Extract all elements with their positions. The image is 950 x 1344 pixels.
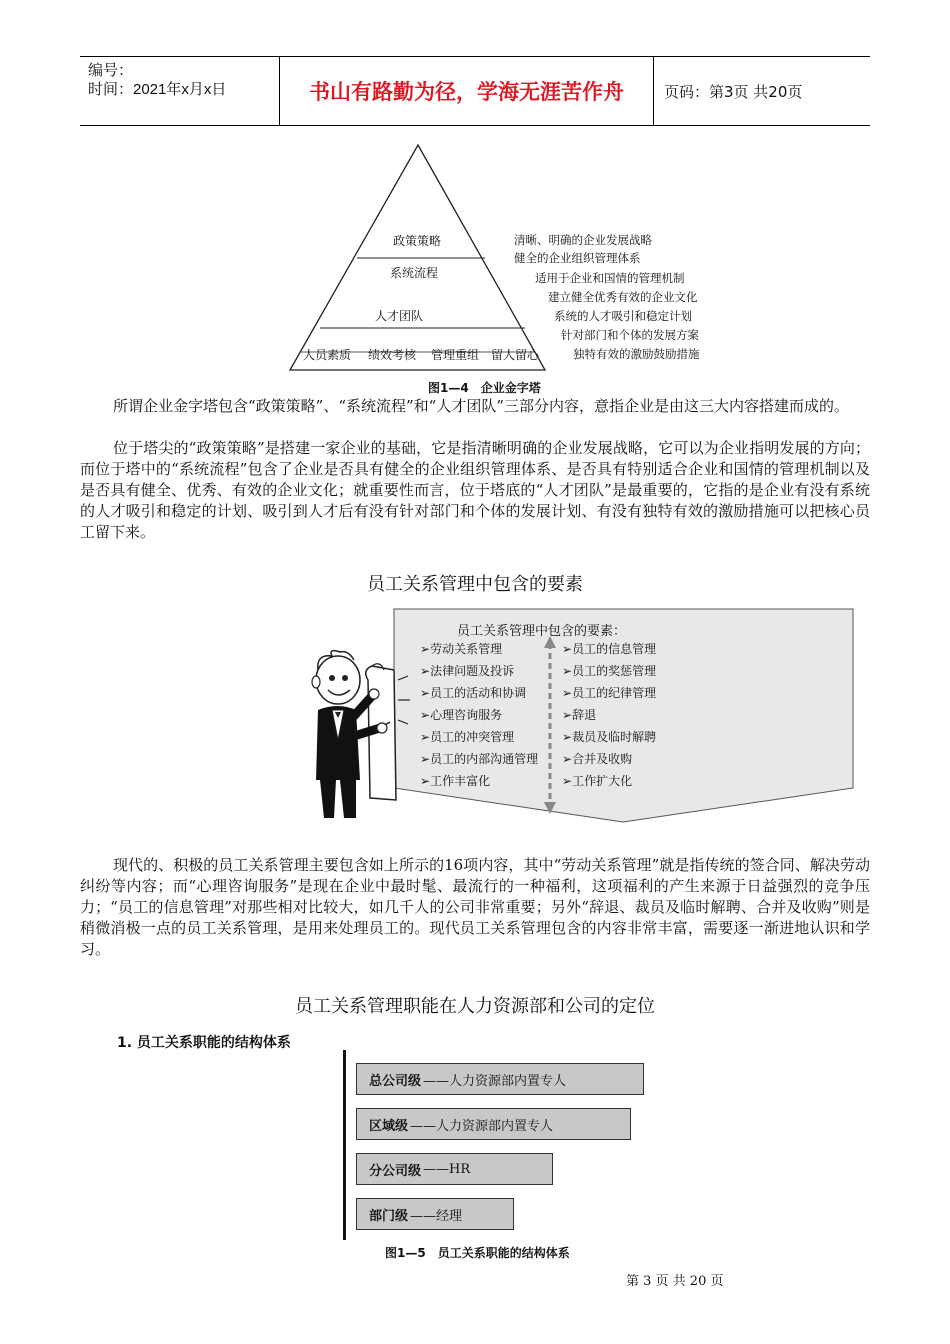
pyramid-desc-5: 系统的人才吸引和稳定计划	[554, 309, 692, 323]
pyramid-desc-7: 独特有效的激励鼓励措施	[573, 347, 700, 361]
document-header	[80, 56, 870, 126]
list-item: ➢裁员及临时解聘	[562, 730, 657, 744]
pyramid-base-3: 管理重组	[431, 348, 480, 362]
list-item: ➢工作扩大化	[562, 774, 633, 788]
structure-level-department: 部门级 ——经理	[356, 1198, 514, 1230]
list-item: ➢员工的冲突管理	[420, 730, 515, 744]
section-title-elements: 员工关系管理中包含的要素	[367, 574, 583, 595]
number-label: 编号：	[88, 62, 134, 79]
paragraph-3: 现代的、积极的员工关系管理主要包含如上所示的16项内容，其中“劳动关系管理”就是指传统的签合同、解决劳动纠纷等内容；而“心理咨询服务”是现在企业中最时髦、最流行的一种福利，这项福利的产生来源于日益强烈的竞争压力；“员工的信息管理”对那些相对比较大，如几千人的公司非常重要；另外“辞退、裁员及临时解聘、合并及收购”则是稍微消极一点的员工关系管理，是用来处理员工的。现代员工关系管理包含的内容非常丰富，需要逐一渐进地认识和学习。	[80, 856, 870, 958]
list-item: ➢法律问题及投诉	[420, 664, 515, 678]
pyramid-base-4: 留人留心	[491, 348, 540, 362]
list-item: ➢劳动关系管理	[420, 642, 503, 656]
structure-caption: 图1—5 员工关系职能的结构体系	[385, 1246, 570, 1260]
pyramid-level-1: 政策策略	[393, 234, 442, 248]
pyramid-caption: 图1—4 企业金字塔	[428, 381, 541, 395]
pyramid-desc-2: 健全的企业组织管理体系	[514, 251, 641, 265]
list-item: ➢员工的内部沟通管理	[420, 752, 539, 766]
list-item: ➢辞退	[562, 708, 597, 722]
pyramid-base-2: 绩效考核	[368, 348, 417, 362]
paragraph-2: 位于塔尖的“政策策略”是搭建一家企业的基础，它是指清晰明确的企业发展战略，它可以为企业指明发展的方向；而位于塔中的“系统流程”包含了企业是否具有健全的企业组织管理体系、是否具有特别适合企业和国情的管理机制以及是否具有健全、优秀、有效的企业文化；就重要性而言，位于塔底的“人才团队”是最重要的，它指的是企业有没有系统的人才吸引和稳定的计划、吸引到人才后有没有针对部门和个体的发展计划、有没有独特有效的激励措施可以把核心员工留下来。	[80, 439, 870, 541]
list-item: ➢员工的活动和协调	[420, 686, 527, 700]
pyramid-desc-6: 针对部门和个体的发展方案	[561, 328, 699, 342]
section-title-positioning: 员工关系管理职能在人力资源部和公司的定位	[295, 996, 655, 1017]
paragraph-1: 所谓企业金字塔包含“政策策略”、“系统流程”和“人才团队”三部分内容，意指企业是由这三大内容搭建而成的。	[113, 397, 850, 415]
elements-box-title: 员工关系管理中包含的要素：	[457, 624, 627, 639]
structure-level-headquarters: 总公司级 ——人力资源部内置专人	[356, 1063, 644, 1095]
list-item: ➢员工的纪律管理	[562, 686, 657, 700]
subsection-title: 1. 员工关系职能的结构体系	[117, 1035, 291, 1051]
pyramid-desc-1: 清晰、明确的企业发展战略	[514, 233, 652, 247]
pyramid-level-2: 系统流程	[390, 266, 439, 280]
pyramid-desc-4: 建立健全优秀有效的企业文化	[548, 290, 698, 304]
pyramid-level-3: 人才团队	[375, 309, 424, 323]
list-item: ➢心理咨询服务	[420, 708, 503, 722]
header-page-info: 页码：第3页 共20页	[664, 82, 803, 101]
pyramid-desc-3: 适用于企业和国情的管理机制	[535, 271, 685, 285]
list-item: ➢合并及收购	[562, 752, 633, 766]
presenter-cartoon-icon	[298, 640, 413, 825]
structure-level-branch: 分公司级 ——HR	[356, 1153, 553, 1185]
structure-level-region: 区域级 ——人力资源部内置专人	[356, 1108, 631, 1140]
elements-right-list	[562, 640, 656, 794]
elements-left-list	[420, 640, 538, 794]
list-item: ➢员工的奖惩管理	[562, 664, 657, 678]
list-item: ➢工作丰富化	[420, 774, 491, 788]
structure-axis-bar	[343, 1050, 346, 1240]
time-label: 时间：2021年x月x日	[88, 81, 227, 98]
header-motto: 书山有路勤为径，学海无涯苦作舟	[280, 57, 654, 125]
pyramid-base-1: 人员素质	[303, 348, 352, 362]
page-footer: 第 3 页 共 20 页	[626, 1274, 724, 1289]
list-item: ➢员工的信息管理	[562, 642, 657, 656]
header-meta	[80, 57, 280, 125]
